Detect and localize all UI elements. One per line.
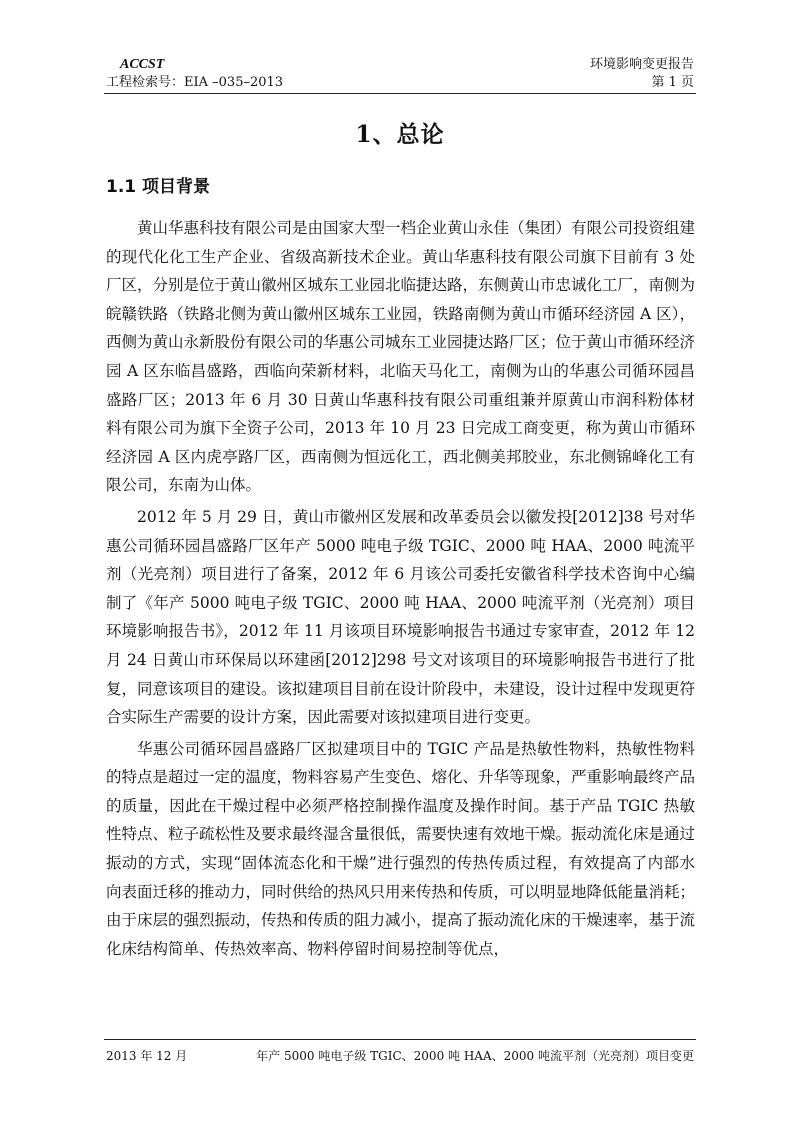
paragraph: 华惠公司循环园昌盛路厂区拟建项目中的 TGIC 产品是热敏性物料，热敏性物料的特点是超过一定的温度，物料容易产生变色、熔化、升华等现象，严重影响最终产品的质量，因此在干燥过程中必须严格控制操作温度及操作时间。基于产品 TGIC 热敏性特点、粒子疏松性及要求最终湿含量很低，需要快速有效地干燥。振动流化床是通过振动的方式，实现“固体流态化和干燥”进行强烈的传热传质过程，有效提高了内部水向表面迁移的推动力，同时供给的热风只用来传热和传质，可以明显地降低能量消耗；由于床层的强烈振动，传热和传质的阻力减小，提高了振动流化床的干燥速率，基于流化床结构简单、传热效率高、物料停留时间易控制等优点， [106,739,696,958]
footer-project: 年产 5000 吨电子级 TGIC、2000 吨 HAA、2000 吨流平剂（光亮剂）项目变更 [256,1049,694,1063]
footer-divider [104,1039,696,1040]
footer-date: 2013 年 12 月 [106,1049,188,1063]
section-title: 1.1 项目背景 [106,177,211,197]
body-text [106,214,695,966]
chapter-title: 1、总论 [355,121,445,148]
retrieval-number: 工程检索号：EIA –035–2013 [106,75,284,90]
document-title: 环境影响变更报告 [589,57,694,72]
header-left [106,56,283,92]
header-divider [104,93,696,94]
header-right [590,56,694,92]
page-number: 第 1 页 [651,75,694,90]
paragraph: 2012 年 5 月 29 日，黄山市徽州区发展和改革委员会以徽发投[2012]38 号对华惠公司循环园昌盛路厂区年产 5000 吨电子级 TGIC、2000 吨 HAA、2000 吨流平剂（光亮剂）项目进行了备案，2012 年 6 月该公司委托安徽省科学技术咨询中心编制了《年产 5000 吨电子级 TGIC、2000 吨 HAA、2000 吨流平剂（光亮剂）项目环境影响报告书》，2012 年 11 月该项目环境影响报告书通过专家审查，2012 年 12 月 24 日黄山市环保局以环建函[2012]298 号文对该项目的环境影响报告书进行了批复，同意该项目的建设。该拟建项目目前在设计阶段中，未建设，设计过程中发现更符合实际生产需要的设计方案，因此需要对该拟建项目进行变更。 [106,507,696,727]
org-name: ACCST [120,57,165,72]
paragraph: 黄山华惠科技有限公司是由国家大型一档企业黄山永佳（集团）有限公司投资组建的现代化化工生产企业、省级高新技术企业。黄山华惠科技有限公司旗下目前有 3 处厂区，分别是位于黄山徽州区城东工业园北临捷达路，东侧黄山市忠诚化工厂，南侧为皖赣铁路（铁路北侧为黄山徽州区城东工业园，铁路南侧为黄山市循环经济园 A 区），西侧为黄山永新股份有限公司的华惠公司城东工业园捷达路厂区；位于黄山市循环经济园 A 区东临昌盛路，西临向荣新材料，北临天马化工，南侧为山的华惠公司循环园昌盛路厂区；2013 年 6 月 30 日黄山华惠科技有限公司重组兼并原黄山市润科粉体材料有限公司为旗下全资子公司，2013 年 10 月 23 日完成工商变更，称为黄山市循环经济园 A 区内虎亭路厂区，西南侧为恒远化工，西北侧美邦胶业，东北侧锦峰化工有限公司，东南为山体。 [106,219,696,495]
